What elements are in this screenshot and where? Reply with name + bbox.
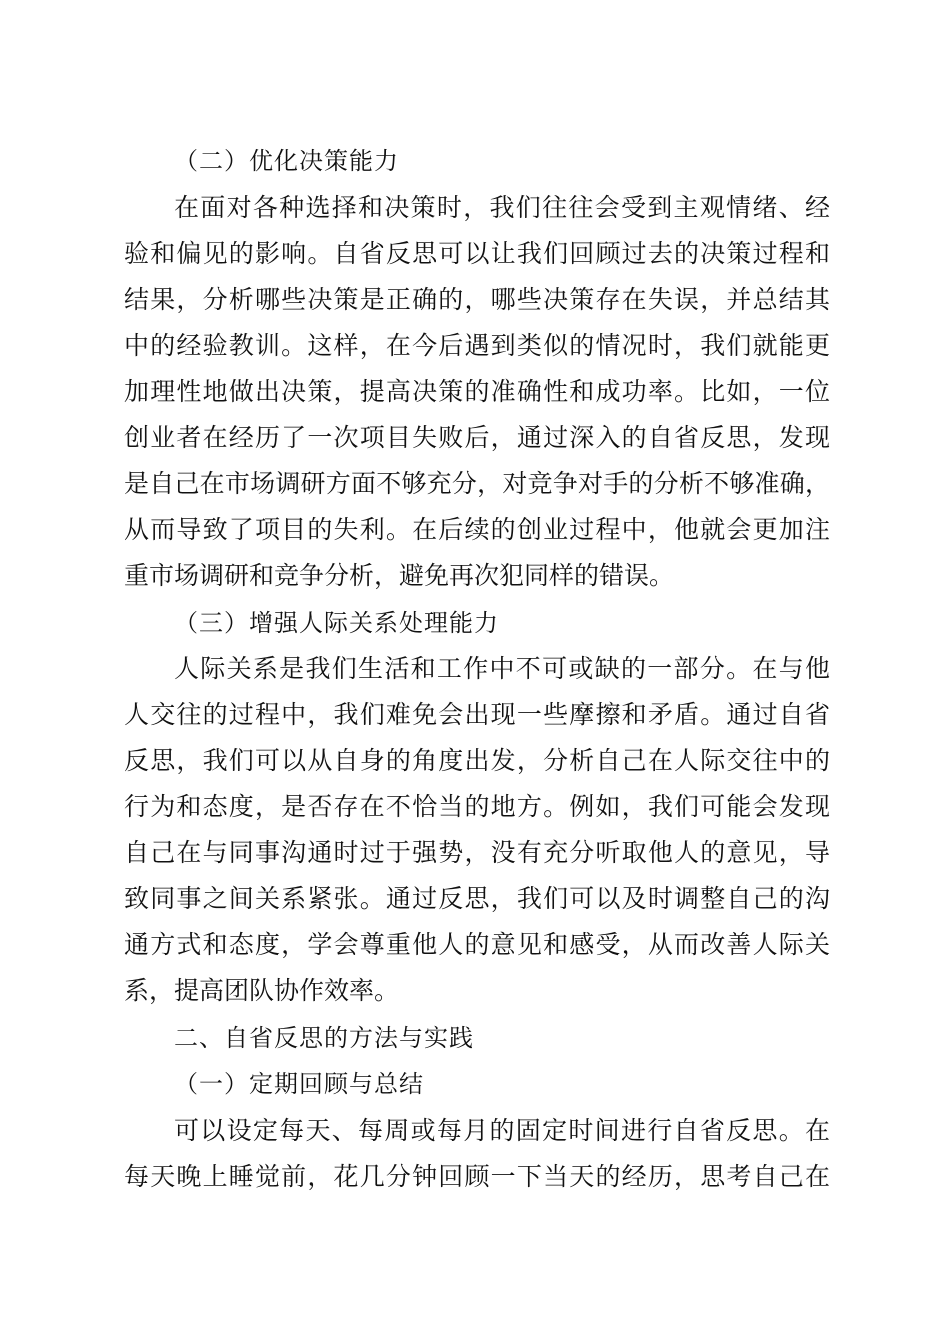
- subheading-optimize-decision: （二）优化决策能力: [174, 147, 399, 175]
- paragraph-line: 结果，分析哪些决策是正确的，哪些决策存在失误，并总结其: [124, 285, 830, 314]
- paragraph-line: 是自己在市场调研方面不够充分，对竞争对手的分析不够准确，: [124, 469, 830, 498]
- paragraph-line: 在面对各种选择和决策时，我们往往会受到主观情绪、经: [174, 193, 830, 222]
- paragraph-line: 行为和态度，是否存在不恰当的地方。例如，我们可能会发现: [124, 792, 830, 821]
- paragraph-line: 中的经验教训。这样，在今后遇到类似的情况时，我们就能更: [124, 331, 830, 360]
- paragraph-line: 系，提高团队协作效率。: [124, 976, 400, 1005]
- paragraph-line: 验和偏见的影响。自省反思可以让我们回顾过去的决策过程和: [124, 239, 830, 268]
- paragraph-line: 通方式和态度，学会尊重他人的意见和感受，从而改善人际关: [124, 930, 830, 959]
- paragraph-line: 创业者在经历了一次项目失败后，通过深入的自省反思，发现: [124, 423, 830, 452]
- subheading-interpersonal: （三）增强人际关系处理能力: [174, 609, 499, 637]
- subheading-regular-review: （一）定期回顾与总结: [174, 1070, 424, 1098]
- paragraph-line: 致同事之间关系紧张。通过反思，我们可以及时调整自己的沟: [124, 884, 830, 913]
- paragraph-line: 自己在与同事沟通时过于强势，没有充分听取他人的意见，导: [124, 838, 830, 867]
- paragraph-line: 加理性地做出决策，提高决策的准确性和成功率。比如，一位: [124, 377, 830, 406]
- paragraph-line: 从而导致了项目的失利。在后续的创业过程中，他就会更加注: [124, 515, 830, 544]
- paragraph-line: 人际关系是我们生活和工作中不可或缺的一部分。在与他: [174, 654, 830, 683]
- paragraph-line: 可以设定每天、每周或每月的固定时间进行自省反思。在: [174, 1116, 830, 1145]
- paragraph-line: 每天晚上睡觉前，花几分钟回顾一下当天的经历，思考自己在: [124, 1162, 830, 1191]
- paragraph-line: 反思，我们可以从自身的角度出发，分析自己在人际交往中的: [124, 746, 830, 775]
- paragraph-line: 重市场调研和竞争分析，避免再次犯同样的错误。: [124, 561, 675, 590]
- section-heading: 二、自省反思的方法与实践: [174, 1024, 474, 1052]
- paragraph-line: 人交往的过程中，我们难免会出现一些摩擦和矛盾。通过自省: [124, 700, 830, 729]
